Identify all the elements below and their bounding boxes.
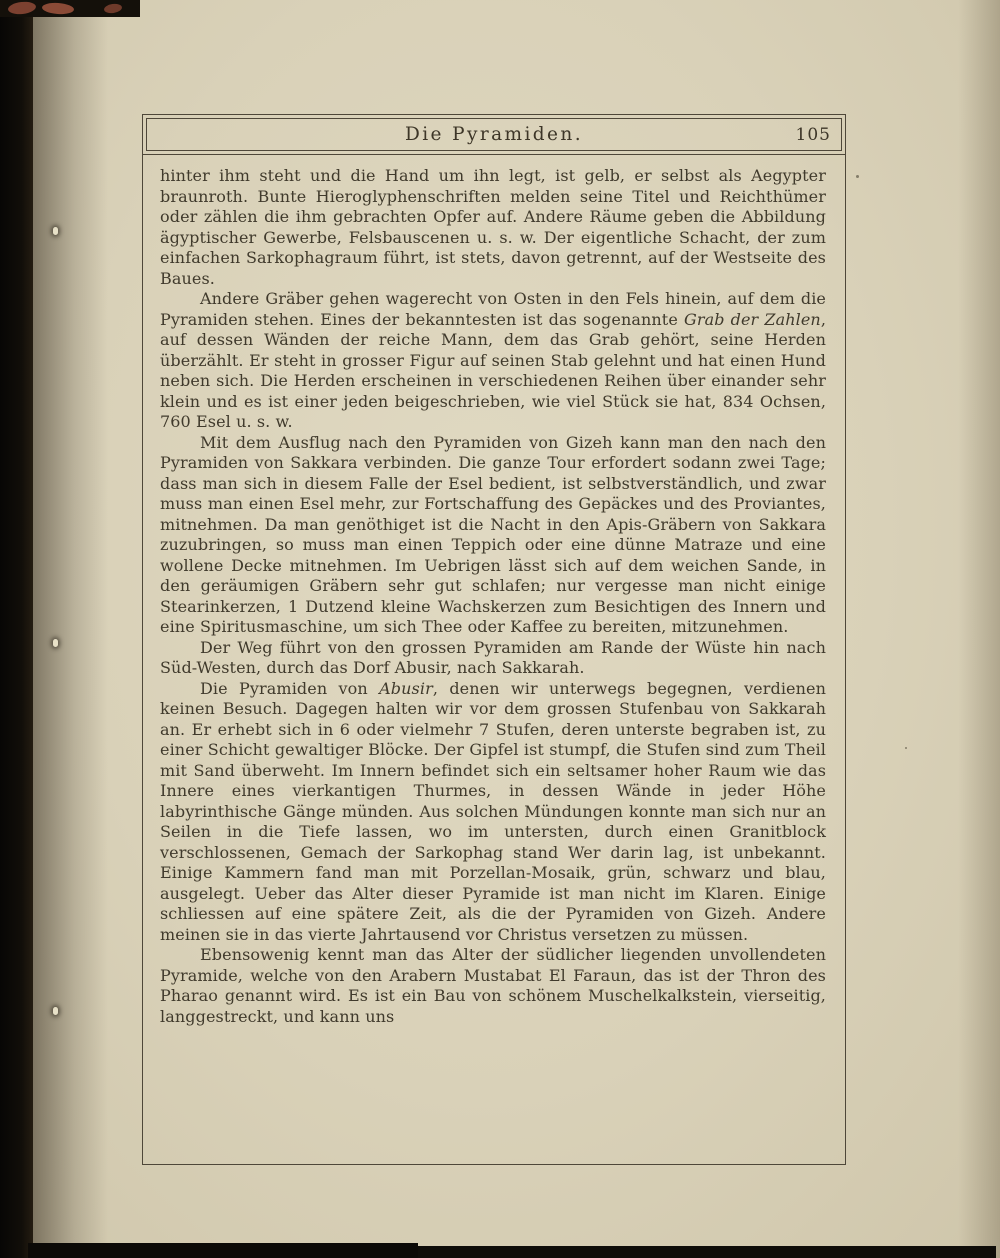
dust-speck bbox=[905, 747, 907, 749]
page-title: Die Pyramiden. bbox=[405, 124, 583, 145]
gutter-shadow bbox=[33, 0, 108, 1258]
leather-fragment bbox=[103, 3, 122, 14]
page-number: 105 bbox=[795, 124, 831, 145]
text-run: , auf dessen Wänden der reiche Mann, dem das Grab gehört, seine Herden überzählt. Er steht in grosser Figur auf seinen Stab gelehnt und hat einen Hund neben sich. Die Herden erscheinen in verschiedenen Reihen über einander sehr klein und es ist einer jeden beigeschrieben, wie viel Stück sie hat, 834 Ochsen, 760 Esel u. s. w. bbox=[160, 309, 827, 431]
stitch-hole bbox=[53, 227, 58, 235]
bottom-edge-shadow bbox=[28, 1246, 996, 1258]
paragraph bbox=[160, 289, 826, 433]
text-run: Ebensowenig kennt man das Alter der südlicher liegenden unvollendeten Pyramide, welche von den Arabern Mustabat El Faraun, das ist der Thron des Pharao genannt wird. Es ist ein Bau von schönem Muschelkalkstein, vierseitig, langgestreckt, und kann uns bbox=[160, 945, 826, 1026]
paragraph bbox=[160, 945, 826, 1027]
text-run: hinter ihm steht und die Hand um ihn legt, ist gelb, er selbst als Aegypter braunroth. Bunte Hieroglyphenschriften melden seine Titel und Reichthümer oder zählen die ihm gebrachten Opfer auf. Andere Räume geben die Abbildung ägyptischer Gewerbe, Felsbauscenen u. s. w. Der eigentliche Schacht, der zum einfachen Sarkophagraum führt, ist stets, davon getrennt, auf der Westseite des Baues. bbox=[160, 166, 826, 288]
text-run: Andere Gräber gehen wagerecht von Osten in den Fels hinein, auf dem die Pyramiden stehen. Eines der bekanntesten ist das sogenannte bbox=[160, 289, 826, 329]
book-spine bbox=[0, 0, 33, 1258]
running-header bbox=[146, 118, 842, 151]
paragraph bbox=[160, 433, 826, 638]
text-run: Der Weg führt von den grossen Pyramiden am Rande der Wüste hin nach Süd-Westen, durch das Dorf Abusir, nach Sakkarah. bbox=[160, 637, 826, 677]
italic-phrase: Abusir bbox=[379, 678, 433, 698]
stitch-hole bbox=[53, 639, 58, 647]
leather-fragment bbox=[7, 1, 36, 16]
text-block bbox=[143, 155, 845, 1164]
paragraph bbox=[160, 679, 826, 946]
page-edge-shadow bbox=[958, 0, 1000, 1258]
page-frame bbox=[142, 114, 846, 1165]
text-run: Die Pyramiden von bbox=[200, 678, 380, 698]
italic-phrase: Grab der Zahlen bbox=[683, 309, 821, 329]
stitch-hole bbox=[53, 1007, 58, 1015]
leather-fragment bbox=[42, 2, 75, 15]
paragraph bbox=[160, 166, 826, 289]
text-run: , denen wir unterwegs begegnen, verdienen keinen Besuch. Dagegen halten wir vor dem grossen Stufenbau von Sakkarah an. Er erhebt sich in 6 oder vielmehr 7 Stufen, deren unterste begraben ist, zu einer Schicht gewaltiger Blöcke. Der Gipfel ist stumpf, die Stufen sind zum Theil mit Sand überweht. Im Innern befindet sich ein seltsamer hoher Raum wie das Innere eines vierkantigen Thurmes, in dessen Wände in jeder Höhe labyrinthische Gänge münden. Aus solchen Mündungen konnte man sich nur an Seilen in die Tiefe lassen, wo im untersten, durch einen Granitblock verschlossenen, Gemach der Sarkophag stand Wer darin lag, ist unbekannt. Einige Kammern fand man mit Porzellan-Mosaik, grün, schwarz und blau, ausgelegt. Ueber das Alter dieser Pyramide ist man nicht im Klaren. Einige schliessen auf eine spätere Zeit, als die der Pyramiden von Gizeh. Andere meinen sie in das vierte Jahrtausend vor Christus versetzen zu müssen. bbox=[160, 678, 827, 944]
dust-speck bbox=[856, 175, 859, 178]
paragraph bbox=[160, 638, 826, 679]
text-run: Mit dem Ausflug nach den Pyramiden von Gizeh kann man den nach den Pyramiden von Sakkara verbinden. Die ganze Tour erfordert sodann zwei Tage; dass man sich in diesem Falle der Esel bedient, ist selbstverständlich, und zwar muss man einen Esel mehr, zur Fortschaffung des Gepäckes und des Proviantes, mitnehmen. Da man genöthiget ist die Nacht in den Apis-Gräbern von Sakkara zuzubringen, so muss man einen Teppich oder eine dünne Matraze und eine wollene Decke mitnehmen. Im Uebrigen lässt sich auf dem weichen Sande, in den geräumigen Gräbern sehr gut schlafen; nur vergesse man nicht einige Stearinkerzen, 1 Dutzend kleine Wachskerzen zum Besichtigen des Innern und eine Spiritusmaschine, um sich Thee oder Kaffee zu bereiten, mitzunehmen. bbox=[160, 432, 826, 636]
binding-remnants bbox=[0, 0, 140, 17]
